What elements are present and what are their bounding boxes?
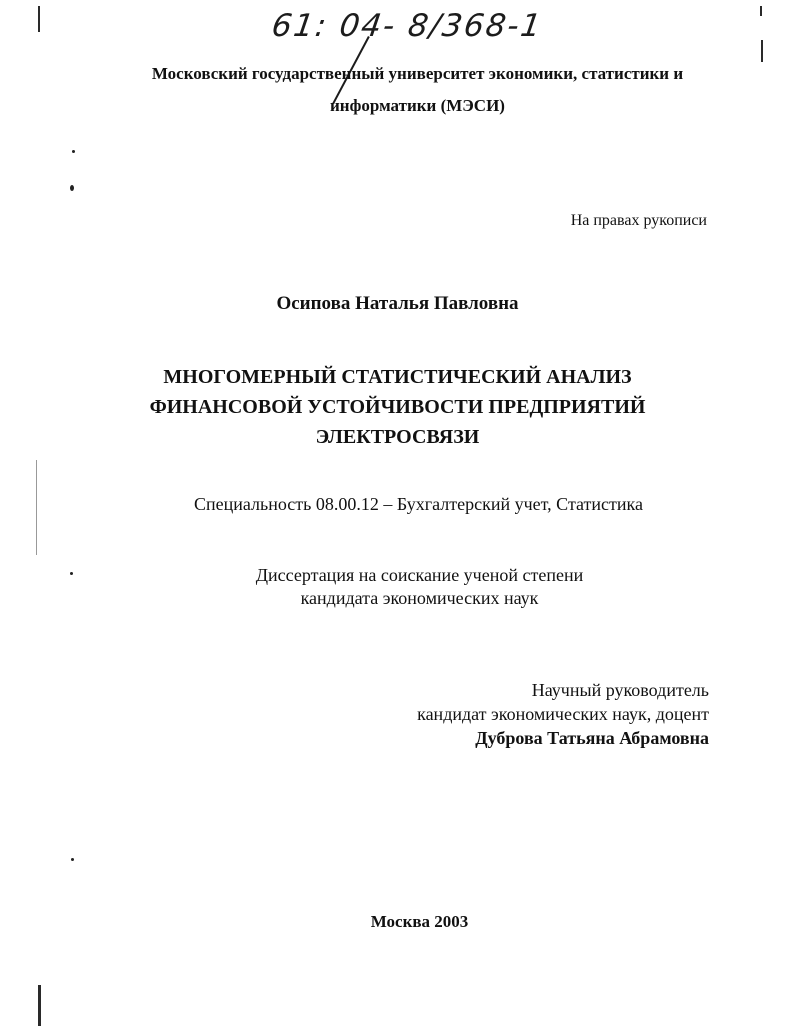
specialty: Специальность 08.00.12 – Бухгалтерский учет, Статистика [193, 494, 643, 514]
supervisor-block [417, 678, 709, 750]
degree-statement [0, 564, 795, 610]
handwritten-archive-code: 61: 04- 8/368-1 [269, 8, 546, 44]
degree-line-2: кандидата экономических наук [300, 588, 539, 608]
scan-edge-left-bottom [38, 985, 41, 1026]
degree-line-1: Диссертация на соискание ученой степени [255, 565, 584, 585]
supervisor-credentials: кандидат экономических наук, доцент [417, 704, 709, 724]
title-line-2: ФИНАНСОВОЙ УСТОЙЧИВОСТИ ПРЕДПРИЯТИЙ [149, 396, 646, 418]
scan-edge-left-top [38, 6, 40, 32]
title-line-1: МНОГОМЕРНЫЙ СТАТИСТИЧЕСКИЙ АНАЛИЗ [163, 366, 632, 388]
manuscript-note: На правах рукописи [570, 212, 707, 229]
scan-edge-right-top [760, 6, 762, 16]
institution-line-1: Московский государственный университет экономики, статистики и [151, 64, 684, 83]
supervisor-name: Дуброва Татьяна Абрамовна [475, 728, 709, 748]
author-name: Осипова Наталья Павловна [276, 293, 519, 314]
title-line-3: ЭЛЕКТРОСВЯЗИ [315, 426, 480, 448]
scan-speck [70, 185, 74, 191]
scan-speck [71, 858, 74, 861]
city-year: Москва 2003 [370, 912, 469, 931]
dissertation-title [0, 362, 795, 452]
institution-line-2: информатики (МЭСИ) [330, 96, 505, 115]
scan-speck [72, 150, 75, 153]
supervisor-role: Научный руководитель [531, 680, 709, 700]
